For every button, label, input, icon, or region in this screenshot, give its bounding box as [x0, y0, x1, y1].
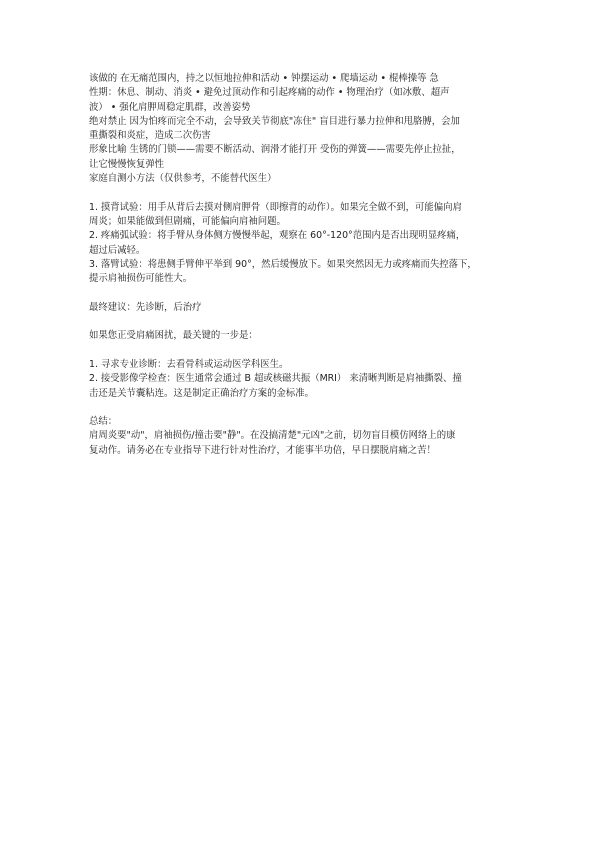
text-line: 绝对禁止 因为怕疼而完全不动，会导致关节彻底"冻住" 盲目进行暴力拉伸和甩胳膊，会加 — [89, 115, 460, 127]
text-line: 最终建议：先诊断，后治疗 — [89, 301, 202, 313]
paragraph-key-step — [89, 329, 509, 343]
text-line: 让它慢慢恢复弹性 — [89, 158, 165, 170]
section-heading-self-test: 家庭自测小方法（仅供参考，不能替代医生） — [89, 173, 277, 185]
text-line: 性期：休息、制动、消炎 • 避免过顶动作和引起疼痛的动作 • 物理治疗（如冰敷、超声 — [89, 87, 450, 99]
text-line: 总结： — [89, 416, 118, 428]
list-item: 3. 落臂试验：将患侧手臂伸平举到 90°，然后缓慢放下。如果突然因无力或疼痛而失控落下， — [89, 258, 477, 270]
section-heading-advice — [89, 301, 509, 315]
paragraph-gap — [89, 401, 509, 415]
text-line: 重撕裂和炎症，造成二次伤害 — [89, 130, 211, 142]
list-item: 周炎；如果能做到但剧痛，可能偏向肩袖问题。 — [89, 215, 286, 227]
paragraph-gap — [89, 286, 509, 300]
paragraph-do-and-dont — [89, 72, 509, 186]
list-item: 1. 摸背试验：用手从背后去摸对侧肩胛骨（即擦背的动作）。如果完全做不到，可能偏向肩 — [89, 201, 462, 213]
list-item: 2. 疼痛弧试验：将手臂从身体侧方慢慢举起，观察在 60°-120°范围内是否出现明显疼痛， — [89, 230, 466, 242]
document-body — [89, 72, 509, 458]
list-item: 1. 寻求专业诊断：去看骨科或运动医学科医生。 — [89, 358, 289, 370]
text-line: 该做的 在无痛范围内，持之以恒地拉伸和活动 • 钟摆运动 • 爬墙运动 • 棍棒操等 急 — [89, 73, 439, 84]
list-steps — [89, 358, 509, 401]
paragraph-gap — [89, 315, 509, 329]
list-item: 超过后减轻。 — [89, 244, 146, 256]
text-line: 如果您正受肩痛困扰，最关键的一步是： — [89, 330, 258, 342]
list-self-tests — [89, 201, 509, 287]
text-line: 肩周炎要"动"，肩袖损伤/撞击要"静"。在没搞清楚"元凶"之前，切勿盲目模仿网络上的康 — [89, 430, 456, 442]
paragraph-gap — [89, 344, 509, 358]
text-line: 复动作。请务必在专业指导下进行针对性治疗，才能事半功倍，早日摆脱肩痛之苦！ — [89, 444, 436, 456]
text-line: 形象比喻 生锈的门锁——需要不断活动、润滑才能打开 受伤的弹簧——需要先停止拉扯， — [89, 144, 461, 156]
paragraph-gap — [89, 186, 509, 200]
text-line: 波） • 强化肩胛周稳定肌群，改善姿势 — [89, 101, 251, 113]
paragraph-summary — [89, 415, 509, 458]
list-item: 提示肩袖损伤可能性大。 — [89, 273, 193, 285]
list-item: 击还是关节囊粘连。这是制定正确治疗方案的金标准。 — [89, 387, 315, 399]
list-item: 2. 接受影像学检查：医生通常会通过 B 超或核磁共振（MRI） 来清晰判断是肩袖撕裂、撞 — [89, 373, 462, 385]
